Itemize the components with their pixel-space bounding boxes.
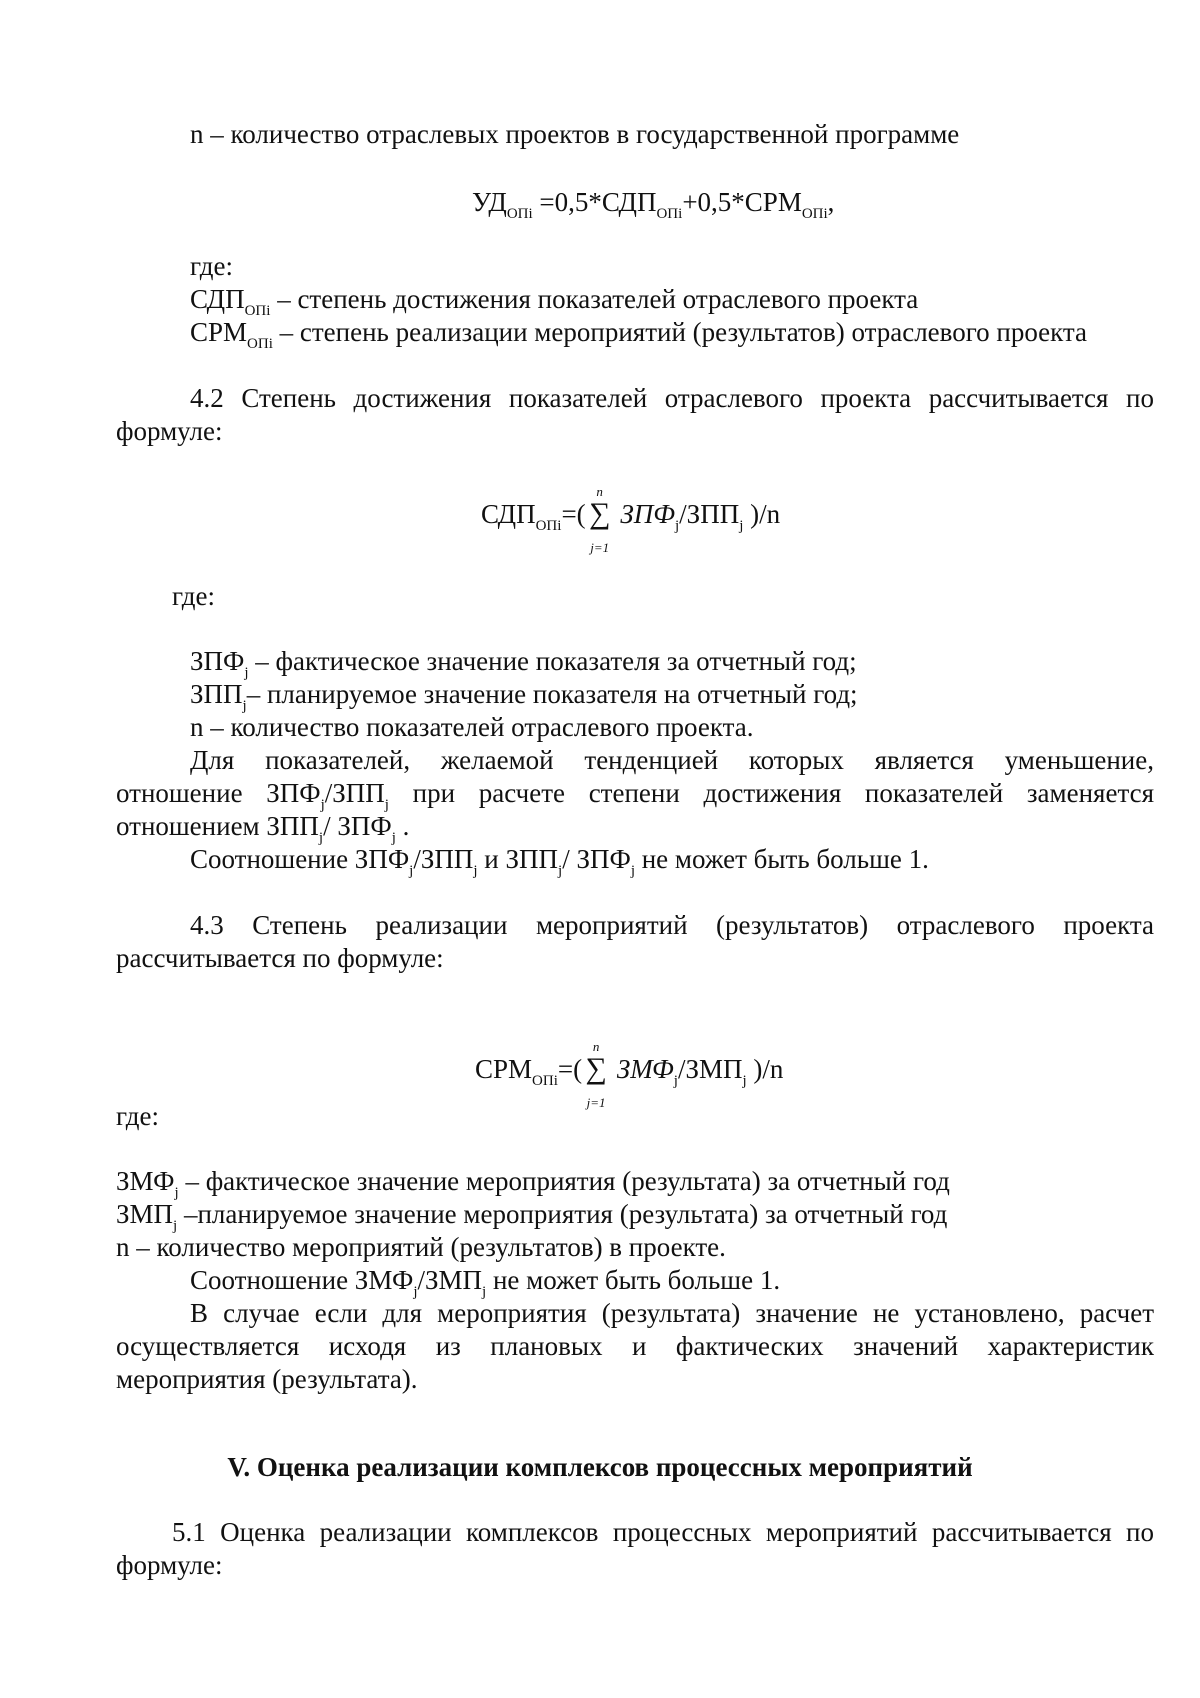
paragraph-5-1-line1: 5.1 Оценка реализации комплексов процессных мероприятий рассчитывается по	[172, 1517, 1154, 1547]
formula-srm	[475, 1039, 784, 1110]
definition-sdp	[190, 283, 918, 320]
paragraph-case-line2: осуществляется исходя из плановых и фактических значений характеристик	[116, 1331, 1154, 1361]
formula-subscript: j	[675, 518, 680, 534]
formula-term: )/n	[746, 1054, 784, 1084]
paragraph-text: не может быть больше 1.	[634, 844, 929, 874]
sum-upper-limit: n	[596, 484, 603, 499]
sum-symbol: ∑ n j=1	[586, 498, 614, 530]
formula-term: УД	[472, 187, 507, 217]
formula-term: )/n	[743, 499, 781, 529]
formula-term: /ЗМП	[677, 1054, 743, 1084]
formula-term: ЗПФ	[620, 499, 675, 529]
formula-term: +0,5*СРМ	[682, 187, 802, 217]
definition-term: ЗМП	[116, 1199, 174, 1229]
formula-term: ,	[827, 187, 835, 217]
text-line: n – количество отраслевых проектов в государственной программе	[190, 119, 960, 149]
definition-term: ЗПФ	[190, 646, 245, 676]
definition-text: – фактическое значение показателя за отчетный год;	[248, 646, 857, 676]
subscript-j: j	[630, 863, 635, 879]
paragraph-text: не может быть больше 1.	[486, 1265, 781, 1295]
formula-term: =(	[561, 499, 586, 529]
formula-term: СДП	[481, 499, 536, 529]
paragraph-text: / ЗПФ	[562, 844, 631, 874]
paragraph-text: /ЗПП	[413, 844, 474, 874]
paragraph-text: / ЗПФ	[323, 811, 392, 841]
ratio-line	[190, 1264, 780, 1301]
subscript-j: j	[558, 863, 563, 879]
formula-subscript: ОПi	[656, 206, 683, 222]
subscript-j: j	[391, 830, 396, 846]
ratio-line	[190, 843, 929, 880]
definition-n: n – количество показателей отраслевого проекта.	[190, 712, 754, 742]
definition-subscript: j	[174, 1185, 179, 1201]
formula-term: /ЗПП	[679, 499, 740, 529]
definition-text: – степень реализации мероприятий (результатов) отраслевого проекта	[272, 317, 1088, 347]
subscript-j: j	[482, 1284, 487, 1300]
definition-text: – степень достижения показателей отраслевого проекта	[270, 284, 919, 314]
definition-text: – планируемое значение показателя на отчетный год;	[246, 679, 858, 709]
paragraph-4-2-line1: 4.2 Степень достижения показателей отраслевого проекта рассчитывается по	[190, 383, 1154, 413]
where-label: где:	[190, 251, 233, 281]
definition-subscript: ОПi	[244, 303, 271, 319]
formula-subscript: j	[673, 1073, 678, 1089]
paragraph-4-2-line2: формуле:	[116, 416, 223, 446]
definition-text: –планируемое значение мероприятия (результата) за отчетный год	[177, 1199, 948, 1229]
formula-term: ЗМФ	[616, 1054, 674, 1084]
definition-text: – фактическое значение мероприятия (результата) за отчетный год	[178, 1166, 950, 1196]
paragraph-case-line1: В случае если для мероприятия (результата) значение не установлено, расчет	[190, 1298, 1154, 1328]
definition-term: ЗМФ	[116, 1166, 175, 1196]
paragraph-decrease-line3	[116, 810, 409, 847]
paragraph-decrease-line1: Для показателей, желаемой тенденцией которых является уменьшение,	[190, 745, 1154, 775]
paragraph-text: и ЗПП	[477, 844, 559, 874]
paragraph-text: /ЗМП	[417, 1265, 483, 1295]
subscript-j: j	[318, 830, 324, 846]
subscript-j: j	[413, 1284, 418, 1300]
formula-term: =(	[557, 1054, 583, 1084]
formula-subscript: ОПi	[506, 206, 533, 222]
paragraph-5-1-line2: формуле:	[116, 1550, 223, 1580]
definition-subscript: ОПi	[247, 336, 273, 352]
formula-subscript: j	[742, 1073, 747, 1089]
definition-term: ЗПП	[190, 679, 243, 709]
formula-subscript: ОПi	[532, 1073, 558, 1089]
paragraph-text: Соотношение ЗПФ	[190, 844, 410, 874]
definition-n: n – количество мероприятий (результатов) в проекте.	[116, 1232, 726, 1262]
paragraph-4-3-line2: рассчитывается по формуле:	[116, 943, 444, 973]
formula-subscript: j	[739, 518, 744, 534]
where-label: где:	[116, 1101, 159, 1131]
formula-term: СРМ	[475, 1054, 533, 1084]
sum-symbol: ∑ n j=1	[582, 1053, 610, 1085]
sum-lower-limit: j=1	[586, 1095, 606, 1110]
paragraph-text: /ЗПП	[324, 778, 385, 808]
section-heading: V. Оценка реализации комплексов процессных мероприятий	[227, 1452, 973, 1482]
formula-ud	[472, 186, 834, 223]
paragraph-case-line3: мероприятия (результата).	[116, 1364, 418, 1394]
definition-subscript: j	[244, 665, 249, 681]
subscript-j: j	[384, 797, 389, 813]
definition-srm	[190, 316, 1087, 353]
definition-term: СДП	[190, 284, 245, 314]
subscript-j: j	[409, 863, 414, 879]
formula-term: =0,5*СДП	[532, 187, 657, 217]
paragraph-text: .	[395, 811, 410, 841]
sum-lower-limit: j=1	[590, 540, 610, 555]
definition-term: СРМ	[190, 317, 248, 347]
definition-zmp	[116, 1198, 947, 1235]
paragraph-text: при расчете степени достижения показателей заменяется	[388, 778, 1154, 808]
paragraph-4-3-line1: 4.3 Степень реализации мероприятий (результатов) отраслевого проекта	[190, 910, 1154, 940]
formula-subscript: ОПi	[535, 518, 562, 534]
where-label: где:	[172, 581, 215, 611]
subscript-j: j	[320, 797, 325, 813]
paragraph-text: Соотношение ЗМФ	[190, 1265, 414, 1295]
definition-subscript: j	[242, 698, 247, 714]
formula-sdp	[481, 484, 781, 555]
definition-zpf	[190, 645, 857, 682]
paragraph-decrease-line2	[116, 777, 1154, 814]
formula-subscript: ОПi	[801, 206, 828, 222]
definition-subscript: j	[173, 1218, 178, 1234]
sum-upper-limit: n	[592, 1039, 600, 1054]
subscript-j: j	[473, 863, 478, 879]
definition-zpp	[190, 678, 858, 715]
paragraph-text: отношением ЗПП	[116, 811, 319, 841]
definition-zmf	[116, 1165, 950, 1202]
paragraph-text: отношение ЗПФ	[116, 778, 321, 808]
